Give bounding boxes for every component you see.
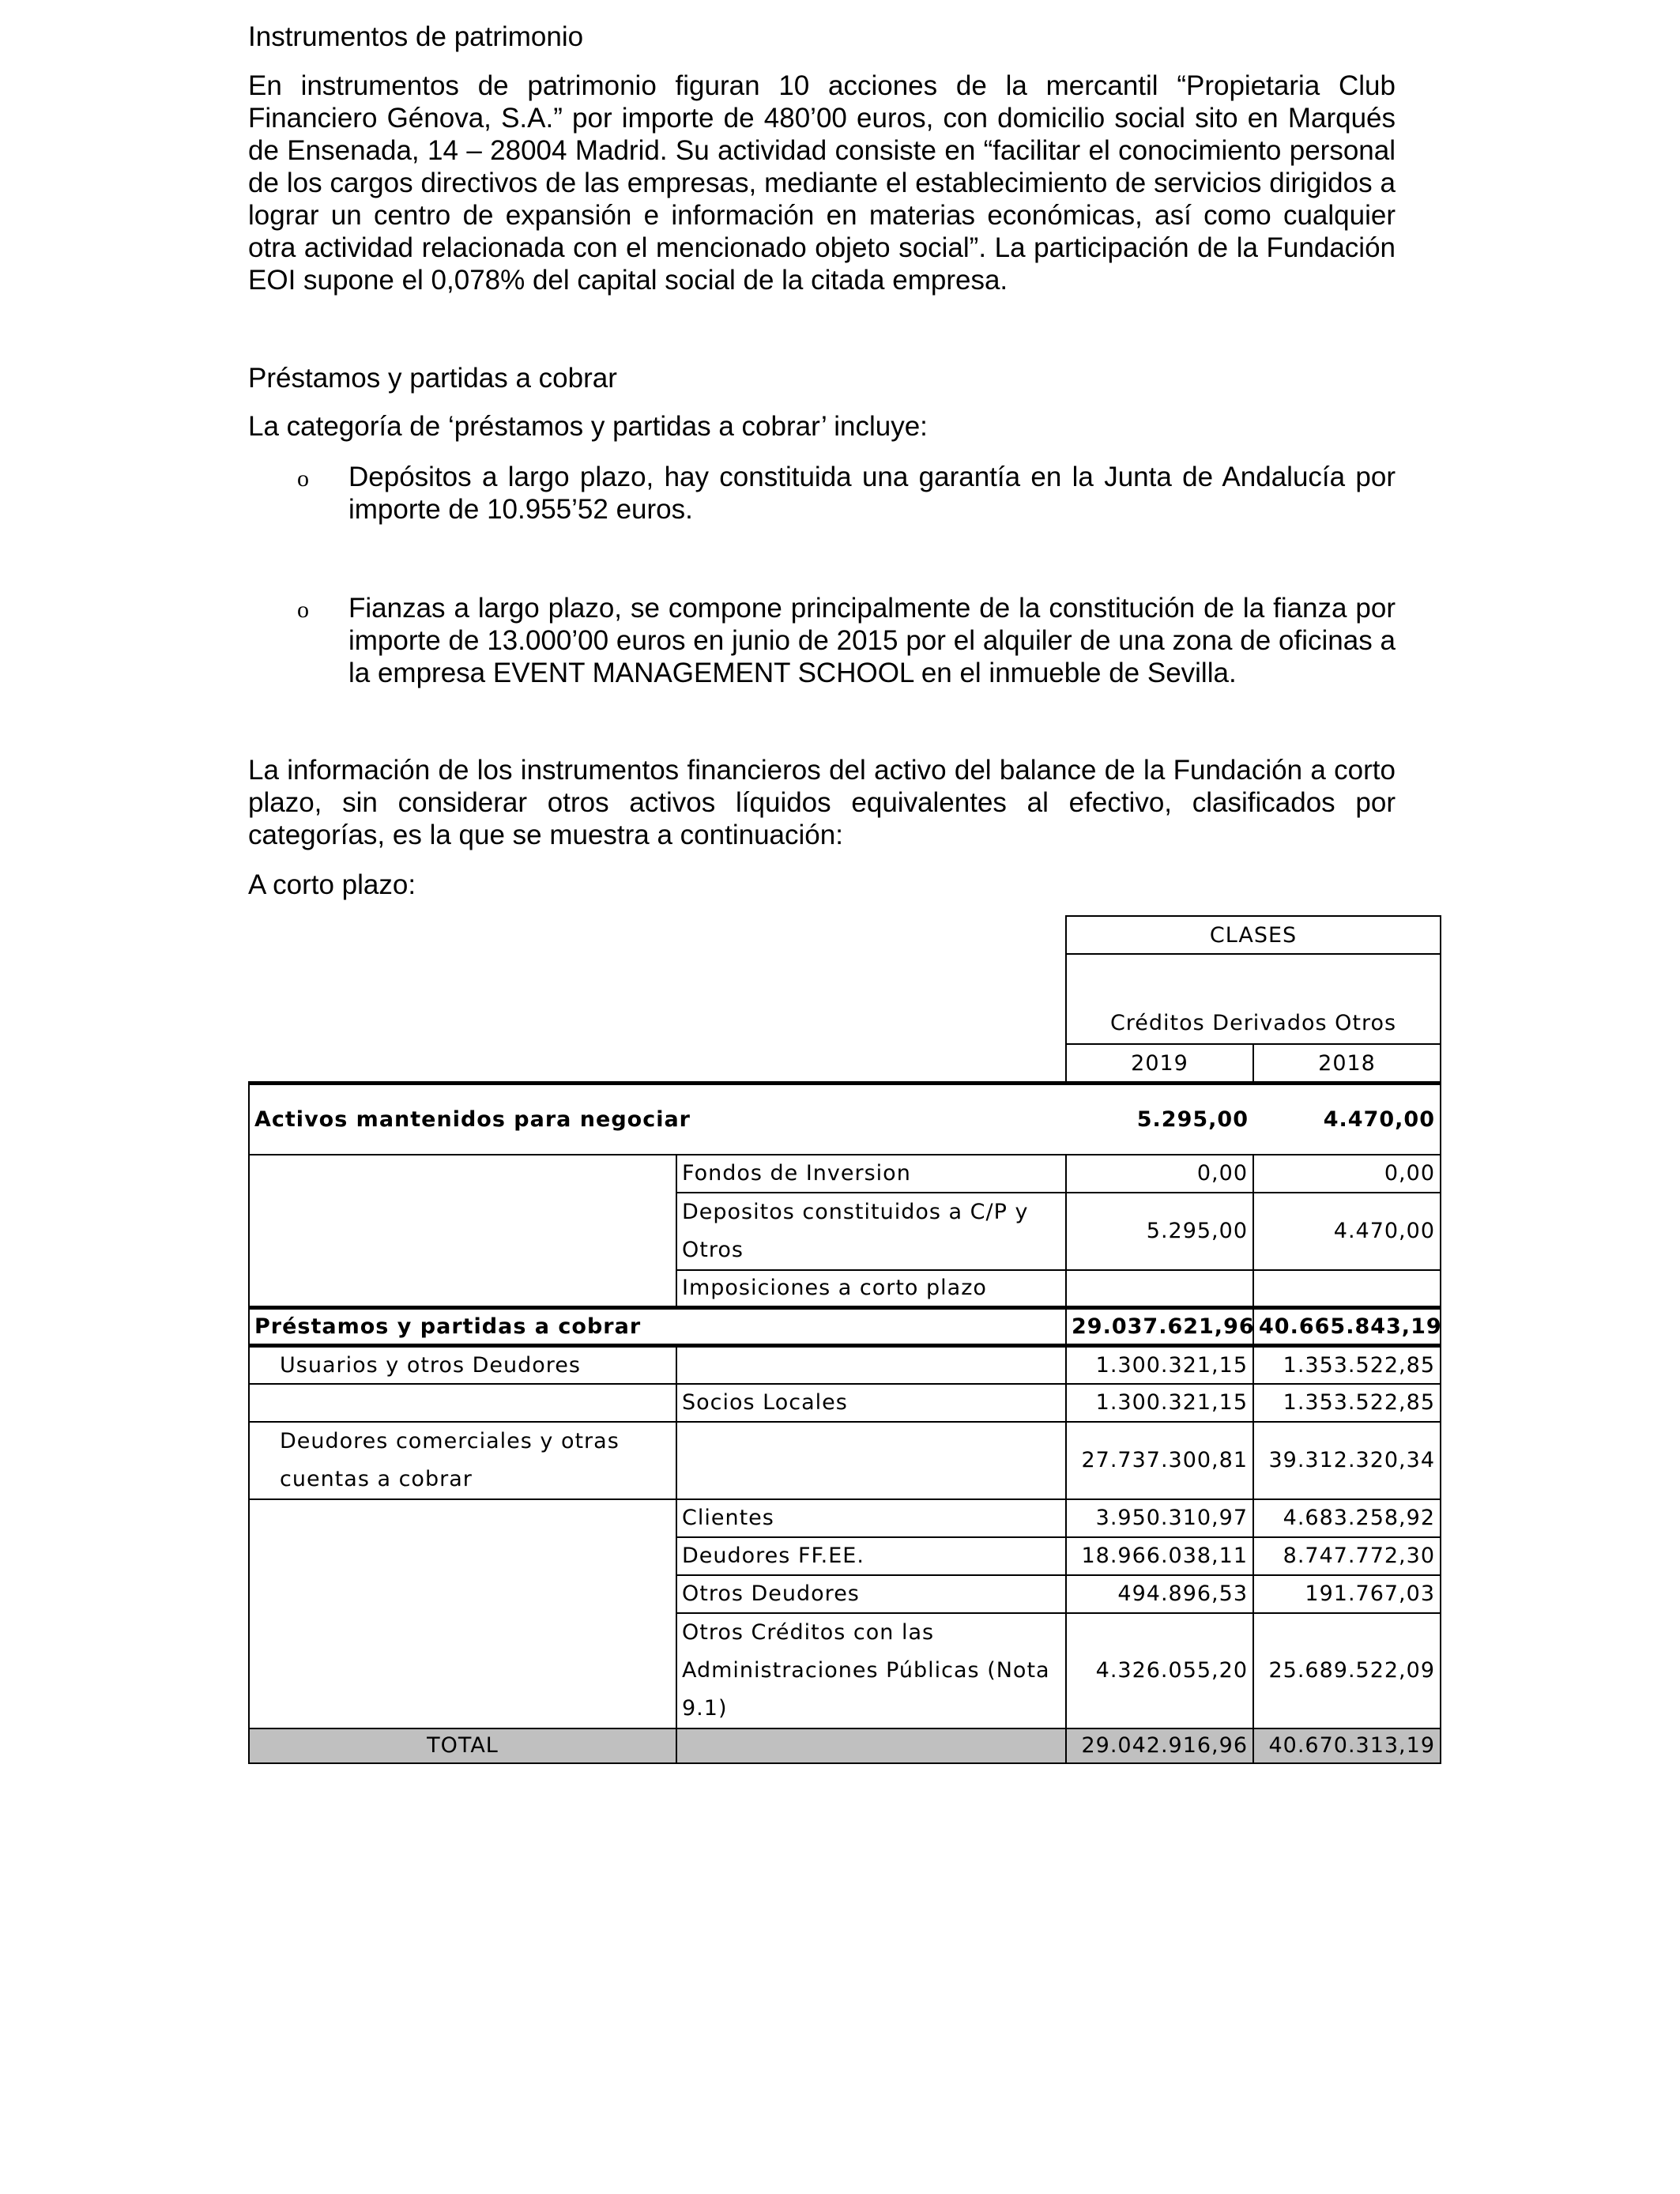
table-row [249, 1155, 1441, 1193]
value-2019: 18.966.038,11 [1066, 1537, 1253, 1575]
table-row-total [249, 1728, 1441, 1763]
value-2019: 27.737.300,81 [1066, 1422, 1253, 1499]
row-label-deudores-comerciales: Deudores comerciales y otras cuentas a cobrar [249, 1422, 676, 1499]
row-label-otros-creditos: Otros Créditos con las Administraciones Públicas (Nota 9.1) [676, 1613, 1066, 1728]
value-2018: 39.312.320,34 [1253, 1422, 1441, 1499]
table-row [249, 1308, 1441, 1346]
empty-cell [249, 1499, 676, 1728]
row-label-total: TOTAL [249, 1728, 676, 1763]
value-2019: 0,00 [1066, 1155, 1253, 1193]
table-row [249, 1084, 1441, 1155]
value-2018: 0,00 [1253, 1155, 1441, 1193]
value-2018: 4.470,00 [1253, 1084, 1441, 1155]
bullet-item-fianzas: Fianzas a largo plazo, se compone principalmente de la constitución de la fianza por importe de 13.000’00 euros en junio de 2015 por el alquiler de una zona de oficinas a la empresa EVENT MANAGEMENT SCHOOL en el inmueble de Sevilla. [348, 593, 1396, 688]
empty-cell [1066, 1270, 1253, 1308]
table-header [1065, 915, 1441, 1083]
value-2019: 3.950.310,97 [1066, 1499, 1253, 1537]
value-2019: 1.300.321,15 [1066, 1346, 1253, 1384]
value-2019: 29.042.916,96 [1066, 1728, 1253, 1763]
subheading-corto-plazo: A corto plazo: [248, 869, 416, 900]
bullet-item-depositos: Depósitos a largo plazo, hay constituida una garantía en la Junta de Andalucía por importe de 10.955’52 euros. [348, 462, 1396, 525]
value-2018: 4.683.258,92 [1253, 1499, 1441, 1537]
value-2019: 5.295,00 [1066, 1084, 1253, 1155]
financial-instruments-table [248, 1081, 1441, 1764]
value-2019: 4.326.055,20 [1066, 1613, 1253, 1728]
table-row [249, 1499, 1441, 1537]
section-heading-patrimonio: Instrumentos de patrimonio [248, 21, 584, 52]
row-label-depositos: Depositos constituidos a C/P y Otros [676, 1193, 1066, 1270]
row-label-otros-deudores: Otros Deudores [676, 1575, 1066, 1613]
value-2018: 8.747.772,30 [1253, 1537, 1441, 1575]
paragraph-prestamos-intro: La categoría de ‘préstamos y partidas a cobrar’ incluye: [248, 411, 928, 442]
header-subtitle: Créditos Derivados Otros [1066, 954, 1441, 1044]
empty-cell [249, 1384, 676, 1422]
table-row [249, 1346, 1441, 1384]
row-label-deudores-ffee: Deudores FF.EE. [676, 1537, 1066, 1575]
row-label-prestamos: Préstamos y partidas a cobrar [249, 1308, 1066, 1346]
row-label-activos: Activos mantenidos para negociar [249, 1084, 1066, 1155]
empty-cell [676, 1346, 1066, 1384]
empty-cell [676, 1728, 1066, 1763]
empty-cell [1253, 1270, 1441, 1308]
value-2018: 40.665.843,19 [1253, 1308, 1441, 1346]
value-2018: 191.767,03 [1253, 1575, 1441, 1613]
header-year-2018: 2018 [1253, 1044, 1441, 1082]
row-label-socios: Socios Locales [676, 1384, 1066, 1422]
value-2018: 1.353.522,85 [1253, 1384, 1441, 1422]
row-label-imposiciones: Imposiciones a corto plazo [676, 1270, 1066, 1308]
value-2019: 494.896,53 [1066, 1575, 1253, 1613]
row-label-fondos: Fondos de Inversion [676, 1155, 1066, 1193]
empty-cell [249, 1155, 676, 1308]
bullet-marker: o [297, 466, 309, 492]
value-2018: 4.470,00 [1253, 1193, 1441, 1270]
header-year-2019: 2019 [1066, 1044, 1253, 1082]
value-2018: 25.689.522,09 [1253, 1613, 1441, 1728]
paragraph-patrimonio: En instrumentos de patrimonio figuran 10 acciones de la mercantil “Propietaria Club Financiero Génova, S.A.” por importe de 480’00 euros, con domicilio social sito en Marqués de Ensenada, 14 – 28004 Madrid. Su actividad consiste en “facilitar el conocimiento personal de los cargos directivos de las empresas, mediante el establecimiento de servicios dirigidos a lograr un centro de expansión e información en materias económicas, así como cualquier otra actividad relacionada con el mencionado objeto social”. La participación de la Fundación EOI supone el 0,078% del capital social de la citada empresa. [248, 70, 1396, 296]
paragraph-instrumentos-corto-plazo: La información de los instrumentos financieros del activo del balance de la Fundación a corto plazo, sin considerar otros activos líquidos equivalentes al efectivo, clasificados por categorías, es la que se muestra a continuación: [248, 755, 1396, 850]
empty-cell [676, 1422, 1066, 1499]
value-2019: 5.295,00 [1066, 1193, 1253, 1270]
value-2019: 1.300.321,15 [1066, 1384, 1253, 1422]
row-label-clientes: Clientes [676, 1499, 1066, 1537]
bullet-marker: o [297, 597, 309, 623]
table-row [249, 1422, 1441, 1499]
value-2018: 1.353.522,85 [1253, 1346, 1441, 1384]
value-2019: 29.037.621,96 [1066, 1308, 1253, 1346]
table-row [249, 1384, 1441, 1422]
section-heading-prestamos: Préstamos y partidas a cobrar [248, 363, 617, 394]
value-2018: 40.670.313,19 [1253, 1728, 1441, 1763]
header-clases: CLASES [1066, 916, 1441, 954]
row-label-usuarios: Usuarios y otros Deudores [249, 1346, 676, 1384]
